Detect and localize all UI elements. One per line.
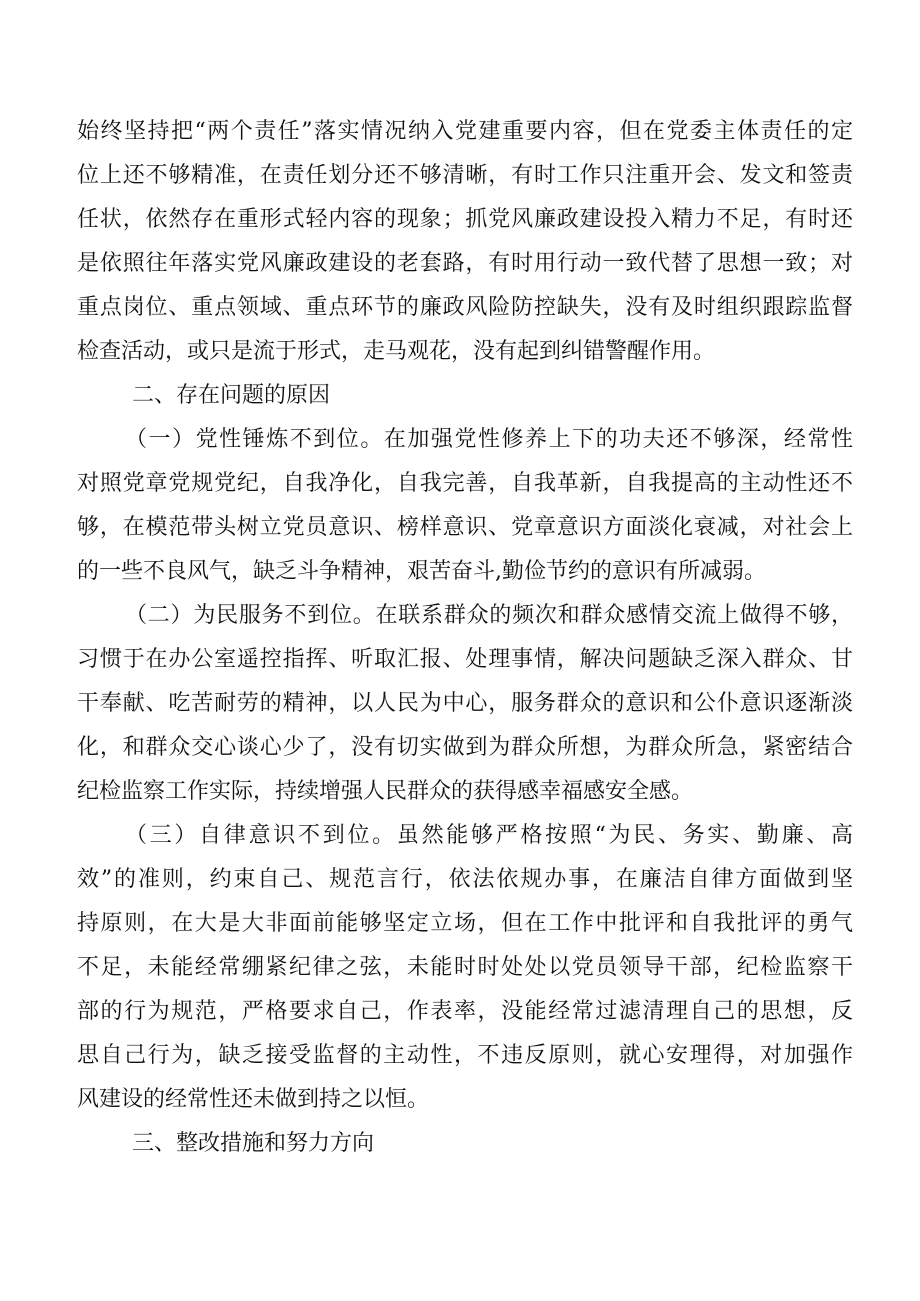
paragraph-line: 干奉献、吃苦耐劳的精神，以人民为中心，服务群众的意识和公仆意识逐渐淡 [77, 691, 853, 716]
paragraph-line: 检查活动，或只是流于形式，走马观花，没有起到纠错警醒作用。 [77, 339, 716, 364]
paragraph-line: （一）党性锤炼不到位。在加强党性修养上下的功夫还不够深，经常性 [125, 427, 853, 452]
paragraph-line: 习惯于在办公室遥控指挥、听取汇报、处理事情，解决问题缺乏深入群众、甘 [77, 647, 853, 672]
paragraph-line: 够，在模范带头树立党员意识、榜样意识、党章意识方面淡化衰减，对社会上 [77, 515, 853, 540]
paragraph-line: 风建设的经常性还未做到持之以恒。 [77, 1087, 430, 1112]
paragraph-line: （三）自律意识不到位。虽然能够严格按照“为民、务实、勤廉、高 [125, 823, 853, 848]
paragraph-line: 是依照往年落实党风廉政建设的老套路，有时用行动一致代替了思想一致；对 [77, 251, 853, 276]
paragraph-line: （二）为民服务不到位。在联系群众的频次和群众感情交流上做得不够， [125, 603, 853, 628]
paragraph-line: 化，和群众交心谈心少了，没有切实做到为群众所想，为群众所急，紧密结合 [77, 735, 853, 760]
paragraph-line: 持原则，在大是大非面前能够坚定立场，但在工作中批评和自我批评的勇气 [77, 911, 853, 936]
paragraph-line: 的一些不良风气，缺乏斗争精神，艰苦奋斗,勤俭节约的意识有所减弱。 [77, 559, 766, 584]
paragraph-line: 任状，依然存在重形式轻内容的现象；抓党风廉政建设投入精力不足，有时还 [77, 207, 853, 232]
paragraph-line: 效”的准则，约束自己、规范言行，依法依规办事，在廉洁自律方面做到坚 [77, 867, 853, 892]
paragraph-line: 不足，未能经常绷紧纪律之弦，未能时时处处以党员领导干部，纪检监察干 [77, 955, 853, 980]
paragraph-line: 始终坚持把“两个责任”落实情况纳入党建重要内容，但在党委主体责任的定 [77, 119, 853, 144]
paragraph-line: 位上还不够精准，在责任划分还不够清晰，有时工作只注重开会、发文和签责 [77, 163, 853, 188]
paragraph-line: 对照党章党规党纪，自我净化，自我完善，自我革新，自我提高的主动性还不 [77, 471, 853, 496]
paragraph-line: 思自己行为，缺乏接受监督的主动性，不违反原则，就心安理得，对加强作 [77, 1043, 853, 1068]
paragraph-line: 部的行为规范，严格要求自己，作表率，没能经常过滤清理自己的思想，反 [77, 999, 853, 1024]
paragraph-line: 重点岗位、重点领域、重点环节的廉政风险防控缺失，没有及时组织跟踪监督 [77, 295, 853, 320]
paragraph-line: 纪检监察工作实际，持续增强人民群众的获得感幸福感安全感。 [77, 779, 694, 804]
section-heading: 二、存在问题的原因 [132, 383, 331, 408]
section-heading: 三、整改措施和努力方向 [132, 1131, 375, 1156]
